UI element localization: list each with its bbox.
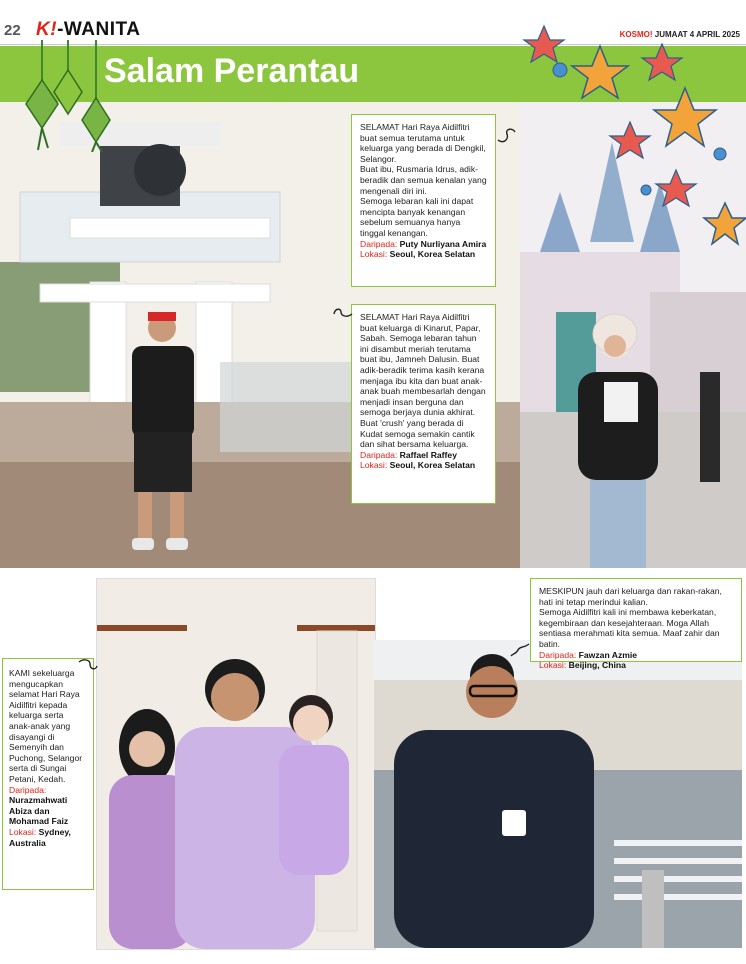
location-value: Sydney, Australia bbox=[9, 826, 71, 848]
caption-text: Buat ibu, Rusmaria Idrus, adik-beradik dan semua kenalan yang mengenali diri ini. bbox=[360, 164, 487, 196]
publication-date: JUMAAT 4 APRIL 2025 bbox=[654, 30, 740, 39]
caption-text: Semoga Aidilfitri kali ini membawa keberkatan, kegembiraan dan kesejahteraan. Moga Allah sentiasa merahmati kita semua. Maaf zahir dan batin. bbox=[539, 607, 720, 649]
caption-box bbox=[351, 304, 496, 504]
caption-text: SELAMAT Hari Raya Aidilfitri buat semua terutama untuk keluarga yang berada di Dengkil, Selangor. bbox=[360, 122, 486, 164]
caption-text: Semoga lebaran kali ini dapat mencipta banyak kenangan sebelum semuanya hanya tinggal kenangan. bbox=[360, 196, 474, 238]
pointer-curl-icon bbox=[510, 640, 530, 660]
from-label: Daripada: bbox=[360, 449, 398, 460]
photo-man-beijing bbox=[374, 640, 742, 948]
pointer-curl-icon bbox=[78, 654, 98, 674]
section-logo-name: -WANITA bbox=[57, 19, 141, 40]
caption-from bbox=[9, 785, 87, 827]
photo-4-illustration bbox=[374, 640, 742, 948]
location-label: Lokasi: bbox=[360, 460, 388, 471]
caption-box bbox=[530, 578, 742, 671]
section-logo-k: K! bbox=[36, 19, 58, 40]
caption-from bbox=[539, 650, 733, 661]
caption-text: SELAMAT Hari Raya Aidilfitri buat keluarga di Kinarut, Papar, Sabah. Semoga lebaran tahun ini disambut meriah terutama buat ibu, Jamneh Dalusin. Buat adik-beradik terima kasih kerana menjaga ibu kita dan buat anak-anak buah membesarlah dengan menjadi insan berguna dan semoga berjaya dunia akhirat. Buat 'crush' yang berada di Kudat semoga semakin cantik dan sihat bersama keluarga. bbox=[360, 312, 486, 450]
page-number: 22 bbox=[4, 22, 21, 39]
caption-location bbox=[360, 460, 487, 471]
page-title: Salam Perantau bbox=[104, 52, 360, 90]
location-label: Lokasi: bbox=[9, 826, 37, 837]
from-name: Fawzan Azmie bbox=[578, 649, 638, 660]
caption-box bbox=[351, 114, 496, 287]
caption-box bbox=[2, 658, 94, 890]
location-value: Beijing, China bbox=[568, 660, 626, 671]
caption-location bbox=[539, 660, 733, 671]
caption-text: MESKIPUN jauh dari keluarga dan rakan-rakan, hati ini tetap merindui kalian. bbox=[539, 586, 722, 607]
caption-location bbox=[360, 249, 487, 260]
ketupat-decoration bbox=[12, 40, 112, 152]
from-label: Daripada: bbox=[9, 784, 47, 795]
arabesque-decoration bbox=[520, 18, 746, 258]
location-label: Lokasi: bbox=[539, 660, 567, 671]
from-name: Raffael Raffey bbox=[399, 449, 457, 460]
from-name: Nurazmahwati Abiza dan Mohamad Faiz bbox=[9, 795, 69, 827]
location-value: Seoul, Korea Selatan bbox=[389, 460, 476, 471]
photo-family bbox=[96, 578, 376, 950]
publication-brand: KOSMO! bbox=[619, 30, 653, 39]
caption-text: KAMI sekeluarga mengucapkan selamat Hari Raya Aidilfitri kepada keluarga serta anak-anak yang disayangi di Semenyih dan Puchong, Selangor serta di Sungai Petani, Kedah. bbox=[9, 668, 83, 784]
from-name: Puty Nurliyana Amira bbox=[399, 238, 487, 249]
pointer-curl-icon bbox=[497, 126, 517, 146]
caption-from bbox=[360, 239, 487, 250]
from-label: Daripada: bbox=[360, 238, 398, 249]
section-logo bbox=[36, 19, 140, 41]
location-value: Seoul, Korea Selatan bbox=[389, 249, 476, 260]
pointer-curl-icon bbox=[333, 304, 353, 324]
caption-location bbox=[9, 827, 87, 848]
location-label: Lokasi: bbox=[360, 249, 388, 260]
from-label: Daripada: bbox=[539, 649, 577, 660]
photo-3-illustration bbox=[97, 579, 375, 949]
caption-from bbox=[360, 450, 487, 461]
